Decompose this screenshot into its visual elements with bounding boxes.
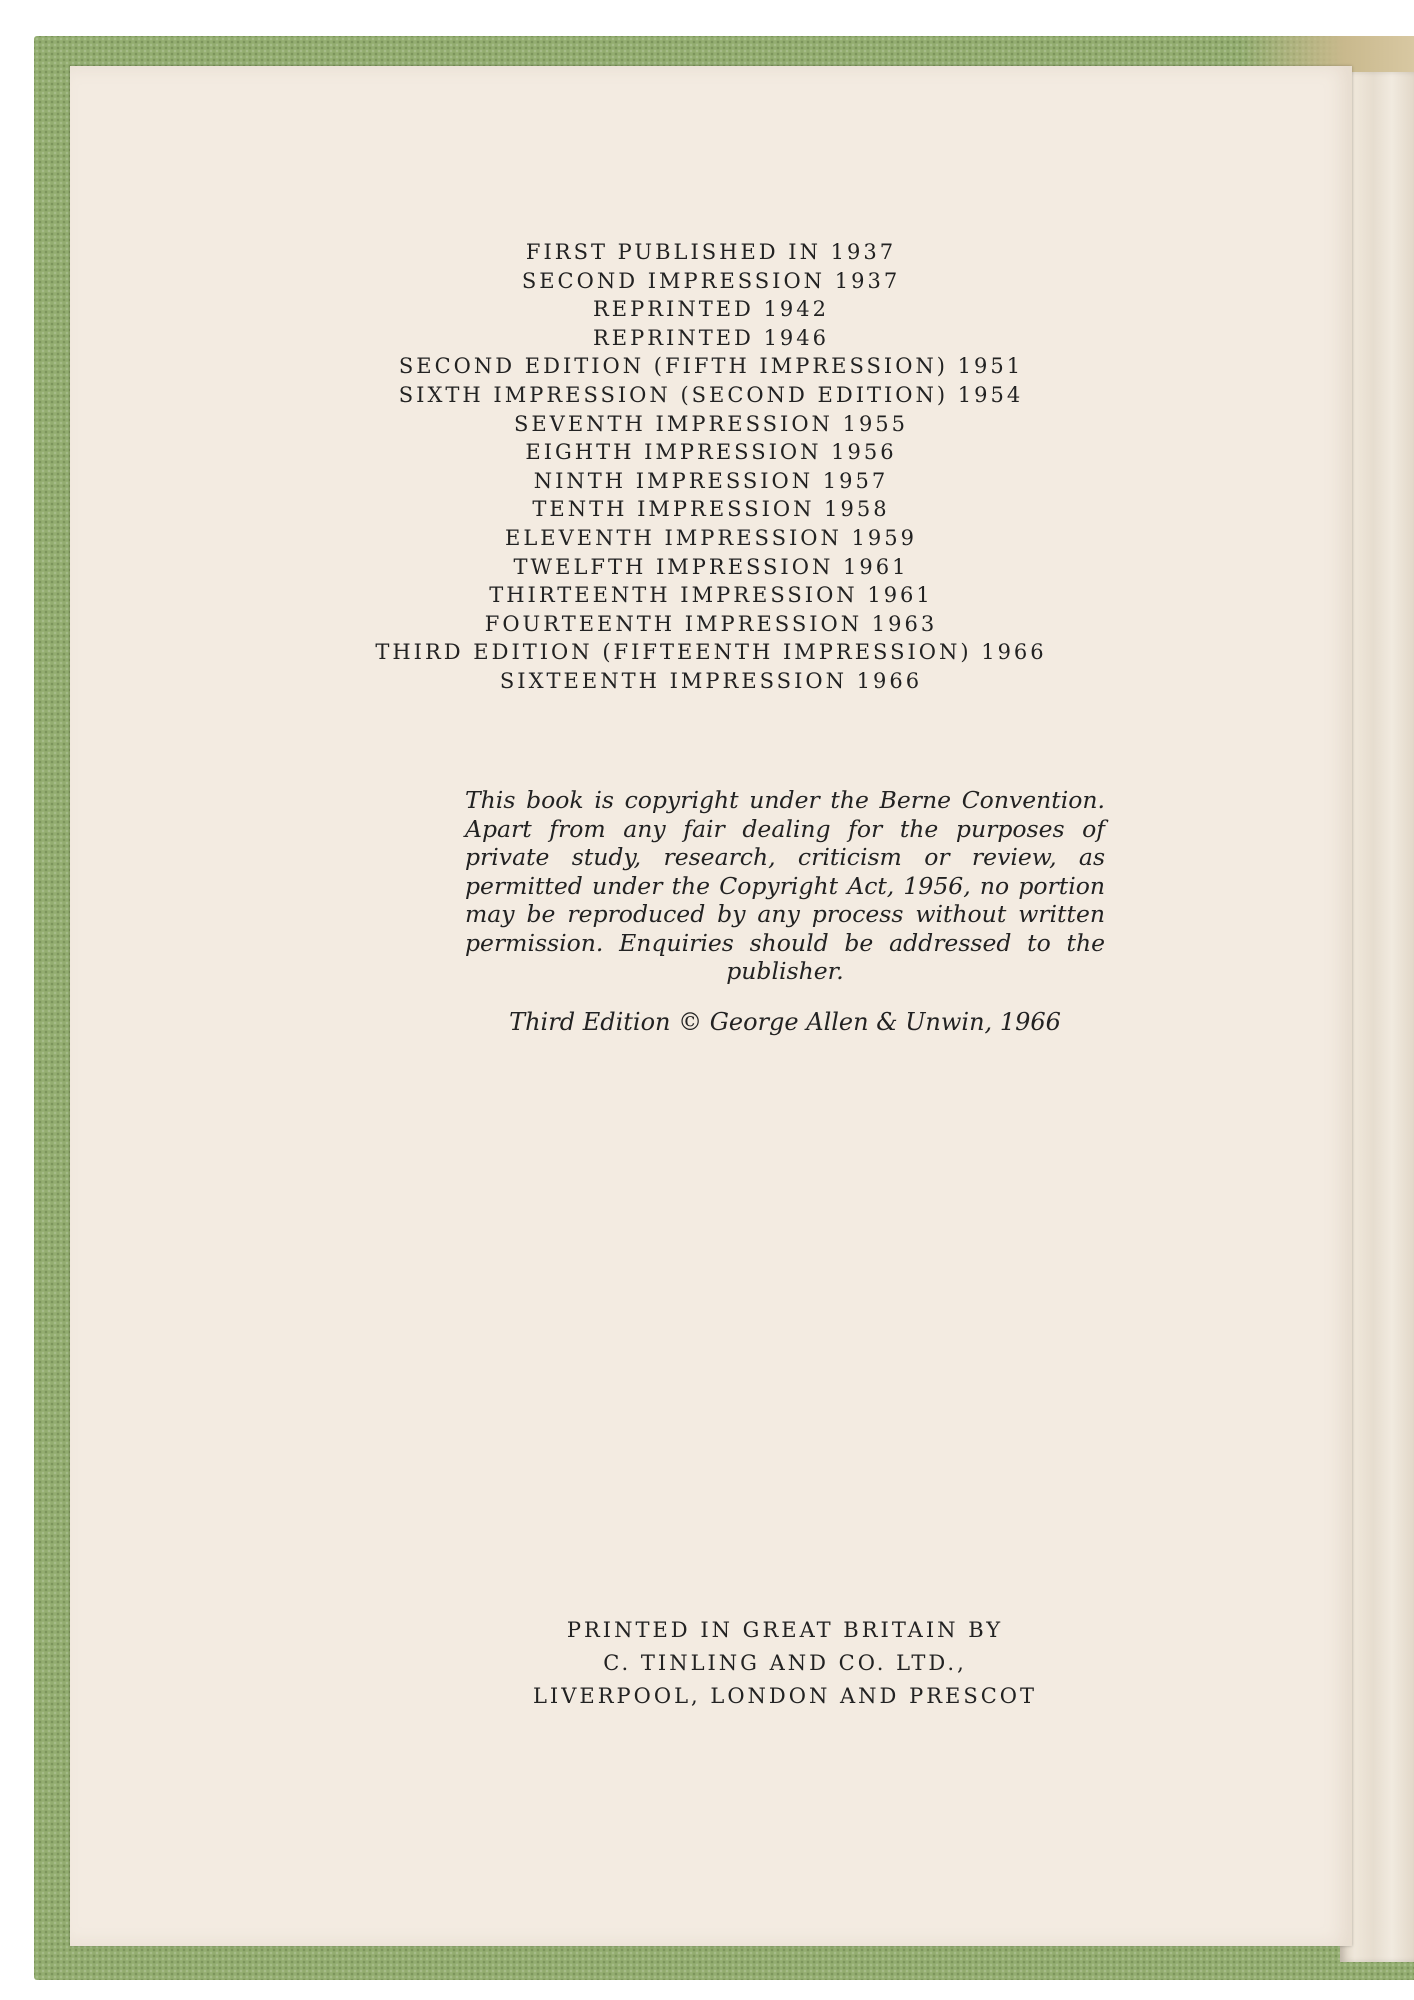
impression-line: SEVENTH IMPRESSION 1955 xyxy=(513,411,909,436)
impression-line: THIRTEENTH IMPRESSION 1961 xyxy=(489,583,933,608)
impression-line: SIXTEENTH IMPRESSION 1966 xyxy=(499,668,923,693)
impression-line: TWELFTH IMPRESSION 1961 xyxy=(513,554,909,579)
impression-line: NINTH IMPRESSION 1957 xyxy=(533,468,889,493)
impression-line: SIXTH IMPRESSION (SECOND EDITION) 1954 xyxy=(398,382,1024,407)
impression-line: THIRD EDITION (FIFTEENTH IMPRESSION) 1966 xyxy=(375,640,1047,665)
impression-line: ELEVENTH IMPRESSION 1959 xyxy=(505,525,917,550)
impression-line: FIRST PUBLISHED IN 1937 xyxy=(525,240,897,264)
impression-line: SECOND IMPRESSION 1937 xyxy=(521,268,901,293)
copyright-page xyxy=(70,66,1352,1946)
impression-history xyxy=(70,238,1352,696)
impression-line: SECOND EDITION (FIFTH IMPRESSION) 1951 xyxy=(398,354,1024,379)
edition-copyright-line: Third Edition © George Allen & Unwin, 1966 xyxy=(509,1008,1061,1036)
printer-line: PRINTED IN GREAT BRITAIN BY xyxy=(566,1618,1004,1642)
impression-line: FOURTEENTH IMPRESSION 1963 xyxy=(484,611,938,636)
printer-line: LIVERPOOL, LONDON AND PRESCOT xyxy=(532,1684,1038,1708)
impression-line: TENTH IMPRESSION 1958 xyxy=(532,497,890,522)
impression-line: REPRINTED 1946 xyxy=(592,325,830,350)
printer-line: C. TINLING AND CO. LTD., xyxy=(603,1651,967,1675)
impression-line: REPRINTED 1942 xyxy=(592,297,830,322)
copyright-notice: This book is copyright under the Berne Convention. Apart from any fair dealing for the purposes of private study, research, criticism or review, as permitted under the Copyright Act, 1956, no portion may be reproduced by any process without written permission. Enquiries should be addressed to the publisher. xyxy=(465,786,1105,985)
printer-imprint xyxy=(70,1614,1414,1713)
impression-line: EIGHTH IMPRESSION 1956 xyxy=(525,440,897,465)
